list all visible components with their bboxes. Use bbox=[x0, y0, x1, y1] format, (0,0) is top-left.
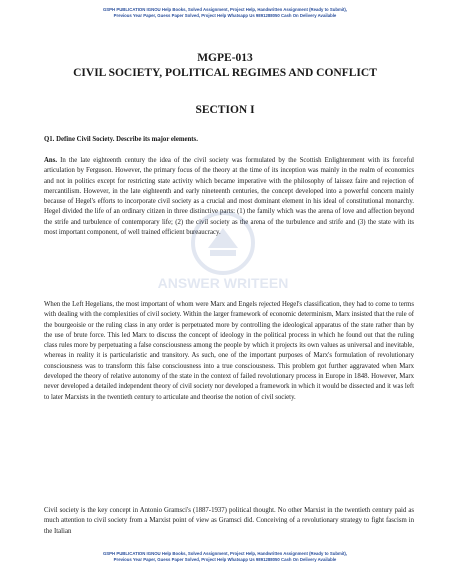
header-line-2: Previous Year Paper, Guess Paper Solved, Project Help Whatsapp Us 9891288050 Cash On Delivery Available bbox=[113, 13, 337, 19]
answer-paragraph-2: When the Left Hegelians, the most important of whom were Marx and Engels rejected Hegel's classification, they had to come to terms with dealing with the complexities of civil society. Within the larger framework of economic determinism, Marx insisted that the rule of the bourgeoisie or the ruling class in any order is perpetuated more by controlling the ideological apparatus of the state rather than by the use of brute force. This led Marx to discuss the concept of ideology in the political process in which he found out that the ruling class rules more by perpetuating a false consciousness among the people by which it projects its own values as universal and inevitable, whereas in reality it is particularistic and transitory. As such, one of the important purposes of Marx's formulation of revolutionary consciousness was to transform this false consciousness into a true consciousness. This problem got further aggravated when Marx developed the theory of relative autonomy of the state in the context of failed revolutionary process in Europe in 1848. However, Marx never developed a detailed independent theory of civil society nor developed a framework in which it would be dissected and it was left to later Marxists in the twentieth century to articulate and theorise the notion of civil society. bbox=[44, 301, 414, 401]
answer-label: Ans. bbox=[44, 157, 58, 164]
course-code: MGPE-013 bbox=[197, 52, 253, 64]
answer-paragraph-1 bbox=[44, 156, 414, 238]
header-line-1: GSPH PUBLICATION IGNOU Help Books, Solved Assignment, Project Help, Handwritten Assignment (Ready to Submit), bbox=[102, 7, 348, 12]
answer-paragraph-1-text: In the late eighteenth century the idea of the civil society was formulated by the Scottish Enlightenment with its forceful articulation by Ferguson. However, the primary focus of the theory at the time of its inception was mainly in the realm of economics and not in politics except for restricting state activity which became imperative with the philosophy of laissez faire and rejection of mercantilism. However, in the late eighteenth and early nineteenth centuries, the concept developed into a powerful concern mainly because of Hegel's efforts to incorporate civil society as a crucial and most dominant element in his ideal of constitutional monarchy. Hegel divided the life of an ordinary citizen in three distinctive parts: (1) the family which was the arena of love and affection beyond the strife and turbulence of contemporary life; (2) the civil society as the arena of the turbulence and strife and (3) the state with its most important component, of well trained efficient bureaucracy. bbox=[44, 157, 414, 237]
footer-line-1: GSPH PUBLICATION IGNOU Help Books, Solved Assignment, Project Help, Handwritten Assignment (Ready to Submit), bbox=[102, 551, 348, 556]
question-heading: Q1. Define Civil Society. Describe its major elements. bbox=[44, 136, 198, 143]
footer-line-2: Previous Year Paper, Guess Paper Solved, Project Help Whatsapp Us 9891288050 Cash On Delivery Available bbox=[113, 557, 337, 563]
page-header bbox=[0, 7, 450, 20]
answer-paragraph-3: Civil society is the key concept in Antonio Gramsci's (1887-1937) political thought. No other Marxist in the twentieth century paid as much attention to civil society from a Marxist point of view as Gramsci did. Conceiving of a revolutionary strategy to fight fascism in the Italian bbox=[44, 507, 414, 535]
watermark-text: ANSWER WRITEEN bbox=[157, 275, 289, 291]
section-heading: SECTION I bbox=[195, 104, 255, 116]
page-footer bbox=[0, 551, 450, 564]
course-title: CIVIL SOCIETY, POLITICAL REGIMES AND CONFLICT bbox=[73, 67, 377, 79]
